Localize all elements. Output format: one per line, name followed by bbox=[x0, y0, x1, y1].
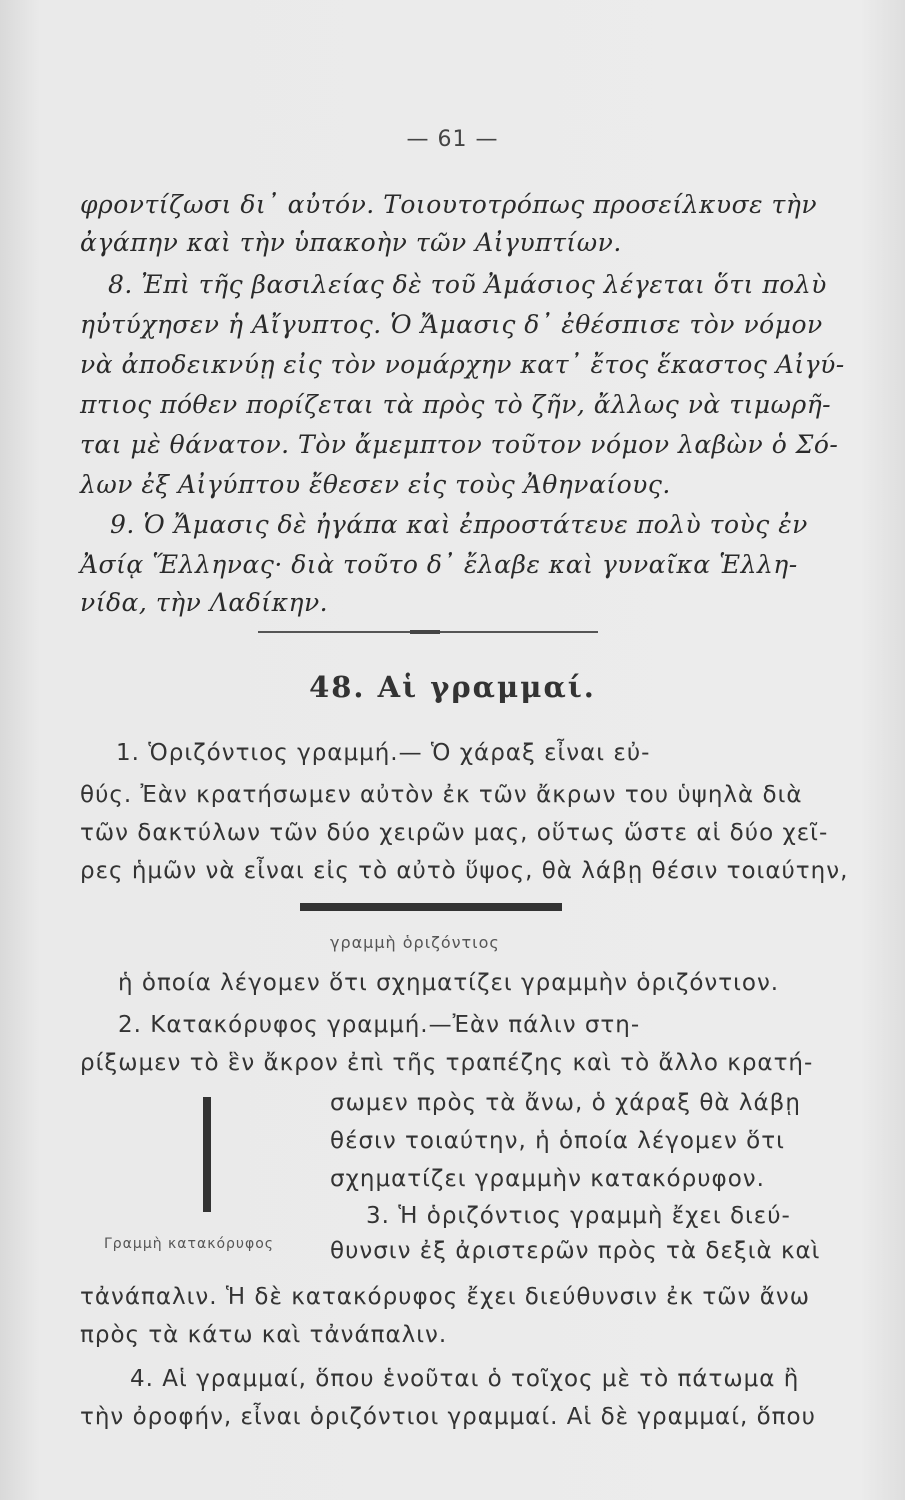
text-line: θυνσιν ἐξ ἀριστερῶν πρὸς τὰ δεξιὰ καὶ bbox=[330, 1238, 821, 1264]
text-line: ρες ἡμῶν νὰ εἶναι εἰς τὸ αὐτὸ ὕψος, θὰ λάβῃ θέσιν τοιαύτην, bbox=[80, 858, 849, 884]
horizontal-line-figure bbox=[300, 903, 562, 911]
text-line: ἀγάπην καὶ τὴν ὑπακοὴν τῶν Αἰγυπτίων. bbox=[80, 228, 622, 257]
text-line: 1. Ὁριζόντιος γραμμή.— Ὁ χάραξ εἶναι εὐ- bbox=[116, 740, 651, 766]
text-line: σχηματίζει γραμμὴν κατακόρυφον. bbox=[330, 1166, 765, 1192]
text-line: 9. Ὁ Ἄμασις δὲ ἠγάπα καὶ ἐπροστάτευε πολὺ τοὺς ἐν bbox=[110, 510, 808, 539]
text-line: 8. Ἐπὶ τῆς βασιλείας δὲ τοῦ Ἀμάσιος λέγεται ὅτι πολὺ bbox=[108, 270, 827, 299]
text-line: ται μὲ θάνατον. Τὸν ἄμεμπτον τοῦτον νόμον λαβὼν ὁ Σό- bbox=[80, 430, 839, 459]
text-line: νίδα, τὴν Λαδίκην. bbox=[80, 588, 329, 617]
text-line: 2. Κατακόρυφος γραμμή.—Ἐὰν πάλιν στη- bbox=[118, 1012, 641, 1038]
text-line: πρὸς τὰ κάτω καὶ τἀνάπαλιν. bbox=[80, 1322, 448, 1348]
text-line: Ἀσίᾳ Ἕλληνας· διὰ τοῦτο δ᾿ ἔλαβε καὶ γυναῖκα Ἑλλη- bbox=[80, 550, 798, 579]
text-line: ρίξωμεν τὸ ἓν ἄκρον ἐπὶ τῆς τραπέζης καὶ τὸ ἄλλο κρατή- bbox=[80, 1050, 814, 1076]
horizontal-line-caption: γραμμὴ ὁριζόντιος bbox=[330, 933, 500, 952]
text-line: λων ἐξ Αἰγύπτου ἔθεσεν εἰς τοὺς Ἀθηναίους. bbox=[80, 470, 671, 499]
vertical-line-figure bbox=[203, 1097, 211, 1212]
text-line: φροντίζωσι δι᾿ αὐτόν. Τοιουτοτρόπως προσείλκυσε τὴν bbox=[80, 190, 818, 219]
text-line: 3. Ἡ ὁριζόντιος γραμμὴ ἔχει διεύ- bbox=[366, 1203, 791, 1229]
text-line: θύς. Ἐὰν κρατήσωμεν αὐτὸν ἐκ τῶν ἄκρων του ὑψηλὰ διὰ bbox=[80, 782, 803, 808]
text-line: ἡ ὁποία λέγομεν ὅτι σχηματίζει γραμμὴν ὁριζόντιον. bbox=[118, 970, 780, 996]
text-line: ηὐτύχησεν ἡ Αἴγυπτος. Ὁ Ἄμασις δ᾿ ἐθέσπισε τὸν νόμον bbox=[80, 310, 823, 339]
text-line: τῶν δακτύλων τῶν δύο χειρῶν μας, οὕτως ὥστε αἱ δύο χεῖ- bbox=[80, 820, 829, 846]
text-line: τὴν ὀροφήν, εἶναι ὁριζόντιοι γραμμαί. Αἱ δὲ γραμμαί, ὅπου bbox=[80, 1404, 816, 1430]
section-heading: 48. Αἱ γραμμαί. bbox=[309, 670, 596, 704]
text-line: 4. Αἱ γραμμαί, ὅπου ἑνοῦται ὁ τοῖχος μὲ τὸ πάτωμα ἢ bbox=[130, 1366, 800, 1392]
text-line: θέσιν τοιαύτην, ἡ ὁποία λέγομεν ὅτι bbox=[330, 1128, 785, 1154]
text-line: νὰ ἀποδεικνύῃ εἰς τὸν νομάρχην κατ᾿ ἔτος ἕκαστος Αἰγύ- bbox=[80, 350, 845, 379]
section-divider-mark bbox=[410, 630, 440, 634]
page-number: — 61 — bbox=[406, 127, 499, 152]
text-line: τἀνάπαλιν. Ἡ δὲ κατακόρυφος ἔχει διεύθυνσιν ἐκ τῶν ἄνω bbox=[80, 1284, 810, 1310]
vertical-line-caption: Γραμμὴ κατακόρυφος bbox=[104, 1236, 275, 1252]
text-line: πτιος πόθεν πορίζεται τὰ πρὸς τὸ ζῆν, ἄλλως νὰ τιμωρῆ- bbox=[80, 390, 832, 419]
text-line: σωμεν πρὸς τὰ ἄνω, ὁ χάραξ θὰ λάβῃ bbox=[330, 1090, 801, 1116]
